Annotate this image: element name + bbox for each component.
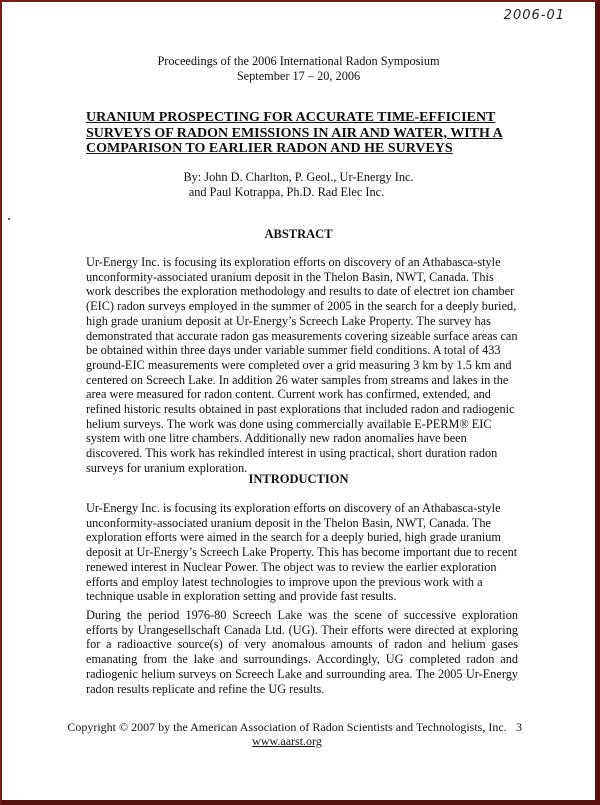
proceedings-title: Proceedings of the 2006 International Radon Symposium	[157, 54, 440, 68]
author-byline	[2, 170, 595, 200]
abstract-text: Ur-Energy Inc. is focusing its exploration efforts on discovery of an Athabasca-style unconformity-associated uranium deposit in the Thelon Basin, NWT, Canada. This work describes the exploration methodology and results to date of electret ion chamber (EIC) radon surveys employed in the summer of 2005 in the search for a deeply buried, high grade uranium deposit at Ur-Energy’s Screech Lake Property. The survey has demonstrated that accurate radon gas measurements covering sizeable surface areas can be obtained within three days under variable summer field conditions. A total of 433 ground-EIC measurements were completed over a grid measuring 3 km by 1.5 km and centered on Screech Lake. In addition 26 water samples from streams and lakes in the area were measured for radon content. Current work has confirmed, extended, and refined historic results obtained in past explorations that included radon and radiogenic helium surveys. The work was done using commercially available E-PERM® EIC system with one litre chambers. Additionally new radon anomalies have been discovered. This work has rekindled interest in using practical, short duration radon surveys for uranium exploration.	[86, 255, 518, 475]
author-line-1: By: John D. Charlton, P. Geol., Ur-Energy Inc.	[183, 170, 414, 184]
website-link[interactable]: www.aarst.org	[252, 734, 322, 748]
introduction-paragraph-1: Ur-Energy Inc. is focusing its exploration efforts on discovery of an Athabasca-style unconformity-associated uranium deposit in the Thelon Basin, NWT, Canada. The exploration efforts were aimed in the search for a deeply buried, high grade uranium deposit at Ur-Energy’s Screech Lake Property. This has become important due to recent renewed interest in Nuclear Power. The object was to review the earlier exploration efforts and employ latest technologies to improve upon the previous work with a technique usable in exploration setting and provide fast results.	[86, 501, 518, 604]
introduction-heading: INTRODUCTION	[248, 472, 349, 486]
abstract-heading: ABSTRACT	[264, 227, 333, 241]
proceedings-header	[2, 54, 595, 84]
scan-speck	[8, 218, 10, 220]
copyright-notice: Copyright © 2007 by the American Association of Radon Scientists and Technologists, Inc.	[67, 720, 507, 734]
introduction-paragraph-2: During the period 1976-80 Screech Lake was the scene of successive exploration efforts by Urangesellschaft Canada Ltd. (UG). Their efforts were directed at exploring for a radioactive source(s) of very anomalous amounts of radon and helium gases emanating from the lake and surroundings. Accordingly, UG completed radon and radiogenic helium surveys on Screech Lake and surrounding area. The 2005 Ur-Energy radon results replicate and refine the UG results.	[86, 608, 518, 696]
page-footer	[52, 720, 522, 748]
paper-title: URANIUM PROSPECTING FOR ACCURATE TIME-EFFICIENT SURVEYS OF RADON EMISSIONS IN AIR AND WATER, WITH A COMPARISON TO EARLIER RADON AND HE SURVEYS	[86, 110, 503, 156]
page-number: 3	[516, 720, 522, 734]
author-line-2: and Paul Kotrappa, Ph.D. Rad Elec Inc.	[188, 185, 385, 199]
handwritten-label: 2006-01	[503, 8, 565, 23]
proceedings-dates: September 17 – 20, 2006	[236, 69, 361, 83]
